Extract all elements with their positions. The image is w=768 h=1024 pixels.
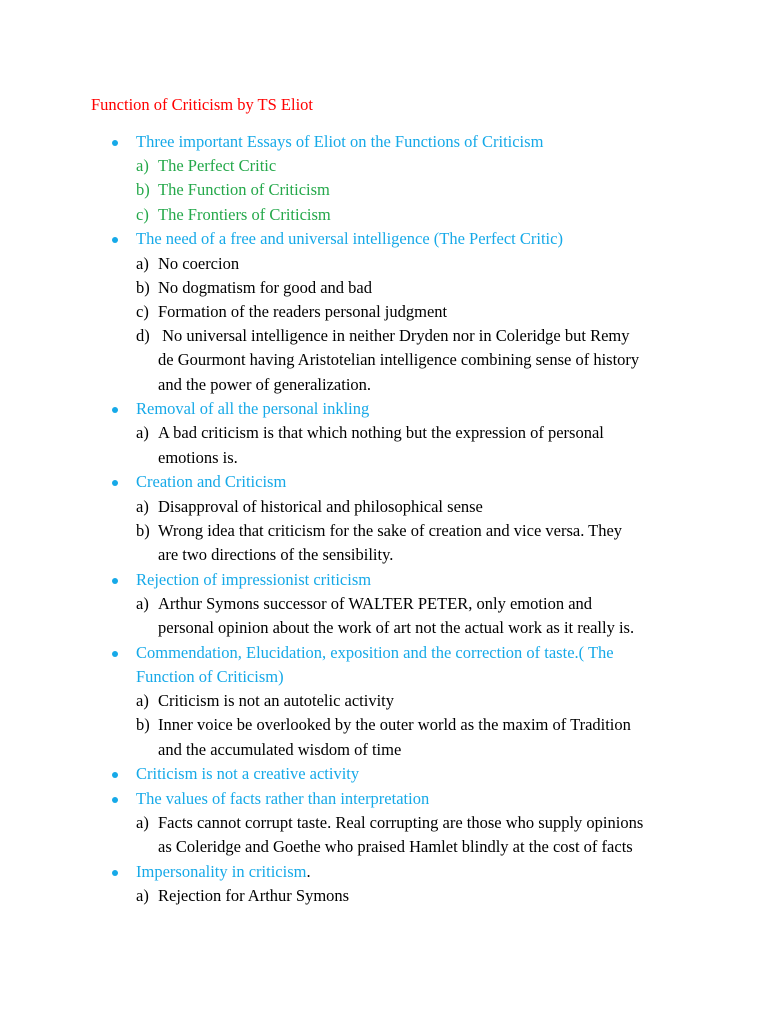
bullet-icon [112,480,118,486]
item-text: are two directions of the sensibility. [158,544,394,564]
item-text: as Coleridge and Goethe who praised Hamlet blindly at the cost of facts [158,837,633,857]
item-text: The Frontiers of Criticism [158,204,331,224]
item-letter: b) [136,520,150,540]
heading-suffix: . [306,862,311,881]
item-letter: a) [136,886,149,906]
item-text: The Function of Criticism [158,180,330,200]
item-text: Rejection for Arthur Symons [158,886,350,906]
item-text: The Perfect Critic [158,156,277,176]
item-letter: a) [136,423,149,443]
section-heading: Criticism is not a creative activity [136,764,360,784]
item-text: Arthur Symons successor of WALTER PETER, only emotion and [158,593,593,613]
section-heading: The need of a free and universal intelligence (The Perfect Critic) [136,229,563,249]
section-heading: Commendation, Elucidation, exposition and the correction of taste.( The [136,642,614,662]
item-letter: d) [136,326,150,346]
item-letter: b) [136,180,150,200]
item-letter: a) [136,253,149,273]
item-text: Inner voice be overlooked by the outer world as the maxim of Tradition [158,715,631,735]
bullet-icon [112,237,118,243]
bullet-icon [112,772,118,778]
item-text: Disapproval of historical and philosophical sense [158,496,483,516]
item-text: and the accumulated wisdom of time [158,739,402,759]
section-heading: Function of Criticism) [136,666,284,686]
item-text: de Gourmont having Aristotelian intelligence combining sense of history [158,350,640,370]
item-text: Formation of the readers personal judgment [158,301,448,321]
item-letter: c) [136,204,149,224]
item-text: No dogmatism for good and bad [158,277,373,297]
item-letter: a) [136,813,149,833]
section-heading: The values of facts rather than interpretation [136,788,430,808]
document-title: Function of Criticism by TS Eliot [91,95,313,114]
item-letter: c) [136,301,149,321]
section-heading: Rejection of impressionist criticism [136,569,372,589]
item-letter: b) [136,715,150,735]
item-letter: a) [136,156,149,176]
section-heading: Impersonality in criticism. [136,862,311,881]
bullet-icon [112,578,118,584]
item-text: No coercion [158,253,240,273]
bullet-icon [112,140,118,146]
item-text: personal opinion about the work of art not the actual work as it really is. [158,618,635,637]
item-letter: a) [136,496,149,516]
bullet-icon [112,870,118,876]
bullet-icon [112,797,118,803]
item-text: emotions is. [158,447,238,467]
item-letter: a) [136,691,149,711]
item-text: A bad criticism is that which nothing but the expression of personal [158,423,604,443]
item-text: Wrong idea that criticism for the sake of creation and vice versa. They [158,520,623,540]
item-text: Facts cannot corrupt taste. Real corrupting are those who supply opinions [158,813,644,833]
item-text: and the power of generalization. [158,374,372,394]
section-heading: Removal of all the personal inkling [136,399,370,419]
section-heading: Creation and Criticism [136,472,287,492]
item-letter: a) [136,593,149,613]
item-text: No universal intelligence in neither Dryden nor in Coleridge but Remy [158,326,630,346]
bullet-icon [112,407,118,413]
item-letter: b) [136,277,150,297]
bullet-icon [112,651,118,657]
item-text: Criticism is not an autotelic activity [158,691,394,711]
section-heading: Three important Essays of Eliot on the Functions of Criticism [136,132,544,151]
